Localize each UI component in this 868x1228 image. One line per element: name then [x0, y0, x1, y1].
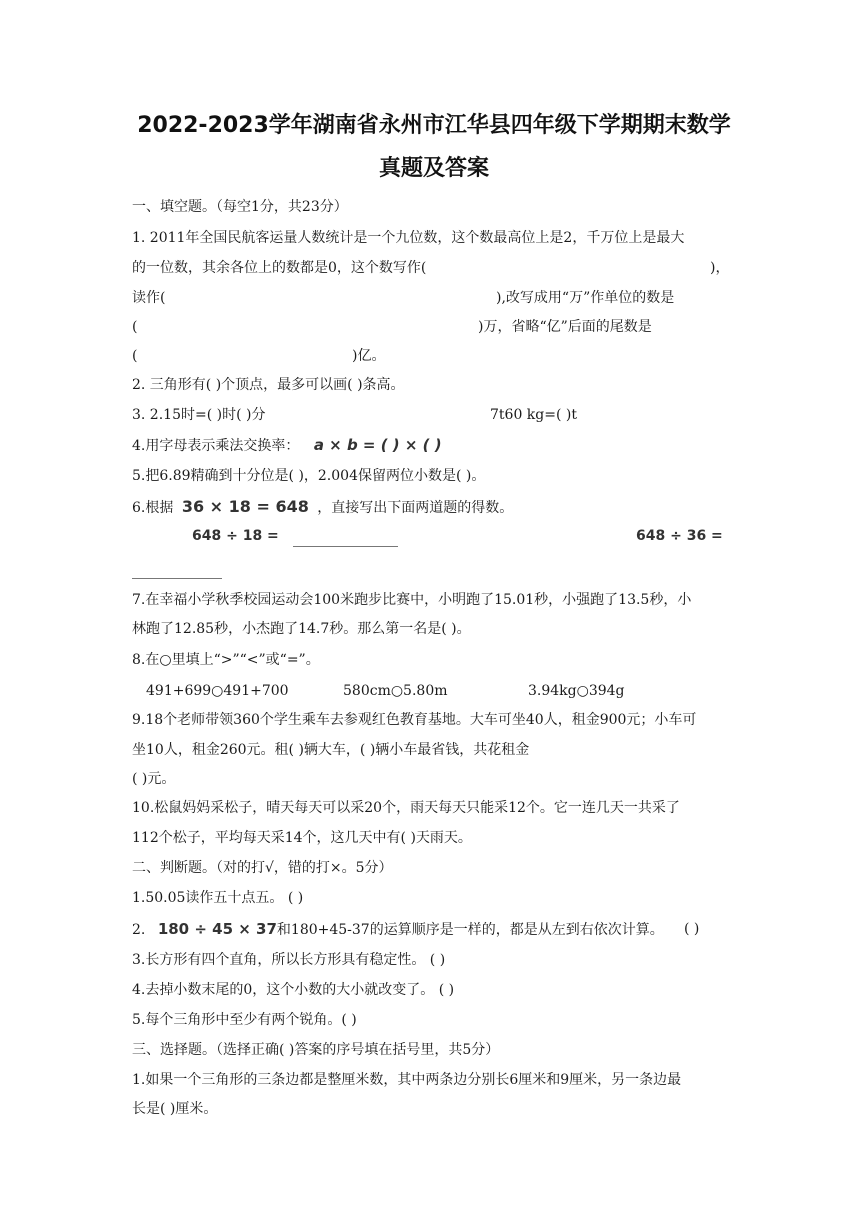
- question-10-line1: 10.松鼠妈妈采松子，晴天每天可以采20个，雨天每天只能采12个。它一连几天一共采了: [132, 800, 680, 816]
- q6-expression-2: 648 ÷ 36 =: [636, 528, 723, 544]
- question-10-line2: 112个松子，平均每天采14个，这几天中有( )天雨天。: [132, 830, 472, 846]
- judge-item-3: 3.长方形有四个直角，所以长方形具有稳定性。 ( ): [132, 952, 446, 968]
- question-8-compare-2: 580cm○5.80m: [343, 683, 448, 699]
- judge-2-formula: 180 ÷ 45 × 37: [157, 920, 277, 938]
- judge-2-text: 和180+45-37的运算顺序是一样的，都是从左到右依次计算。: [276, 922, 664, 938]
- question-8-compare-3: 3.94kg○394g: [528, 683, 625, 699]
- q6-expression-1: 648 ÷ 18 =: [192, 528, 279, 544]
- q1-line2-text: 的一位数，其余各位上的数都是0，这个数写作(: [132, 260, 427, 276]
- question-1-line2: [132, 259, 738, 277]
- question-9-line3: ( )元。: [132, 771, 176, 787]
- section-heading-judge: 二、判断题。（对的打√，错的打×。5分）: [132, 860, 393, 876]
- judge-2-bracket: ( ): [684, 921, 700, 937]
- page-title-line2: 真题及答案: [378, 156, 489, 181]
- q3-part-b: 7t60 kg=( )t: [490, 407, 577, 423]
- choice-item-1-line1: 1.如果一个三角形的三条边都是整厘米数，其中两条边分别长6厘米和9厘米，另一条边最: [132, 1072, 682, 1088]
- question-3: [132, 406, 738, 424]
- q1-line3-end: ),改写成用“万”作单位的数是: [496, 290, 675, 306]
- question-1-line5: [132, 347, 738, 365]
- question-7-line1: 7.在幸福小学秋季校园运动会100米跑步比赛中，小明跑了15.01秒，小强跑了13.5秒，小: [132, 592, 692, 608]
- question-5: 5.把6.89精确到十分位是( )，2.004保留两位小数是( )。: [132, 468, 486, 484]
- q1-line2-end: )，: [710, 260, 730, 276]
- q4-formula: a × b = ( ) × ( ): [313, 436, 442, 454]
- q1-line5-end: )亿。: [352, 348, 386, 364]
- q1-line5-text: (: [132, 348, 138, 364]
- q1-line4-text: (: [132, 319, 138, 335]
- q6-answer-line-1: [293, 532, 398, 547]
- question-1-line4: [132, 318, 738, 336]
- judge-item-2: [132, 920, 738, 939]
- question-6: [132, 498, 738, 517]
- judge-item-5: 5.每个三角形中至少有两个锐角。( ): [132, 1012, 357, 1028]
- question-8-compare-1: 491+699○491+700: [146, 683, 289, 699]
- judge-item-1: 1.50.05读作五十点五。 ( ): [132, 890, 304, 906]
- q4-text: 4.用字母表示乘法交换率：: [132, 438, 300, 454]
- q6-text-b: ，直接写出下面两道题的得数。: [317, 500, 514, 516]
- q1-line3-text: 读作(: [132, 290, 166, 306]
- question-8-line1: 8.在○里填上“>”“<”或“=”。: [132, 652, 320, 668]
- q3-part-a: 3. 2.15时=( )时( )分: [132, 407, 266, 423]
- section-heading-choice: 三、选择题。（选择正确( )答案的序号填在括号里，共5分）: [132, 1042, 500, 1058]
- judge-2-number: 2.: [132, 922, 146, 938]
- question-9-line1: 9.18个老师带领360个学生乘车去参观红色教育基地。大车可坐40人，租金900元；小车可: [132, 712, 697, 728]
- question-9-line2: 坐10人，租金260元。租( )辆大车，( )辆小车最省钱，共花租金: [132, 742, 530, 758]
- choice-item-1-line2: 长是( )厘米。: [132, 1101, 218, 1117]
- question-4: [132, 436, 738, 455]
- question-2: 2. 三角形有( )个顶点，最多可以画( )条高。: [132, 377, 405, 393]
- q6-text-a: 6.根据: [132, 500, 174, 516]
- q1-line4-end: )万，省略“亿”后面的尾数是: [478, 319, 652, 335]
- judge-item-4: 4.去掉小数末尾的0，这个小数的大小就改变了。 ( ): [132, 982, 455, 998]
- q6-formula: 36 × 18 = 648: [181, 497, 309, 516]
- page-title-line1: 2022-2023学年湖南省永州市江华县四年级下学期期末数学: [137, 113, 731, 138]
- section-heading-fill: 一、填空题。（每空1分，共23分）: [132, 199, 348, 215]
- question-1-line3: [132, 289, 738, 307]
- question-1-line1: 1. 2011年全国民航客运量人数统计是一个九位数，这个数最高位上是2，千万位上是最大: [132, 230, 685, 246]
- question-7-line2: 林跑了12.85秒，小杰跑了14.7秒。那么第一名是( )。: [132, 621, 471, 637]
- q6-answer-line-2: [132, 564, 222, 579]
